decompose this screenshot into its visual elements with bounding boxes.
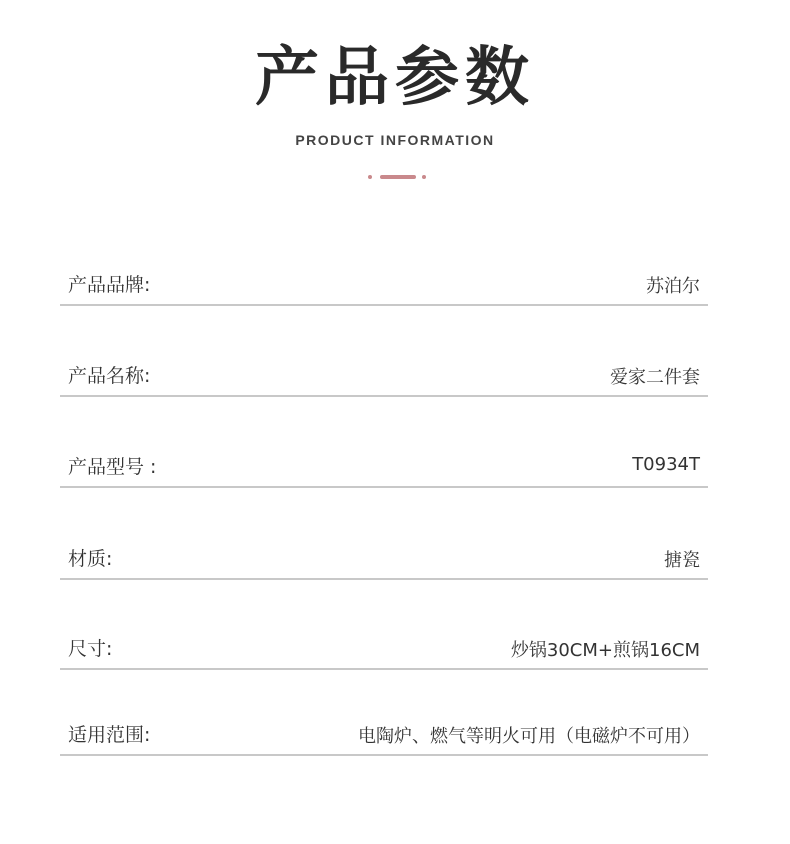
param-value: 苏泊尔 (646, 276, 700, 297)
param-row-material (60, 542, 708, 580)
param-row-name (60, 359, 708, 397)
param-label: 产品名称: (68, 365, 151, 387)
param-label: 尺寸: (68, 638, 113, 660)
param-label: 材质: (68, 548, 113, 570)
divider-dot-right (422, 175, 426, 179)
page-subtitle: PRODUCT INFORMATION (295, 132, 495, 148)
param-row-brand (60, 268, 708, 306)
divider-dot-left (368, 175, 372, 179)
param-value: 搪瓷 (664, 550, 700, 571)
param-row-model (60, 450, 708, 488)
param-label: 产品品牌: (68, 274, 151, 296)
decorative-divider (368, 175, 430, 179)
divider-bar (380, 175, 416, 179)
param-row-usage (60, 718, 708, 756)
page-title: 产品参数 (255, 41, 535, 115)
param-value: 爱家二件套 (610, 367, 700, 388)
param-row-size (60, 632, 708, 670)
param-value: T0934T (632, 454, 700, 475)
param-value: 炒锅30CM+煎锅16CM (510, 640, 700, 661)
param-label: 产品型号 : (68, 456, 157, 478)
param-value: 电陶炉、燃气等明火可用（电磁炉不可用） (358, 726, 700, 747)
param-label: 适用范围: (68, 724, 151, 746)
